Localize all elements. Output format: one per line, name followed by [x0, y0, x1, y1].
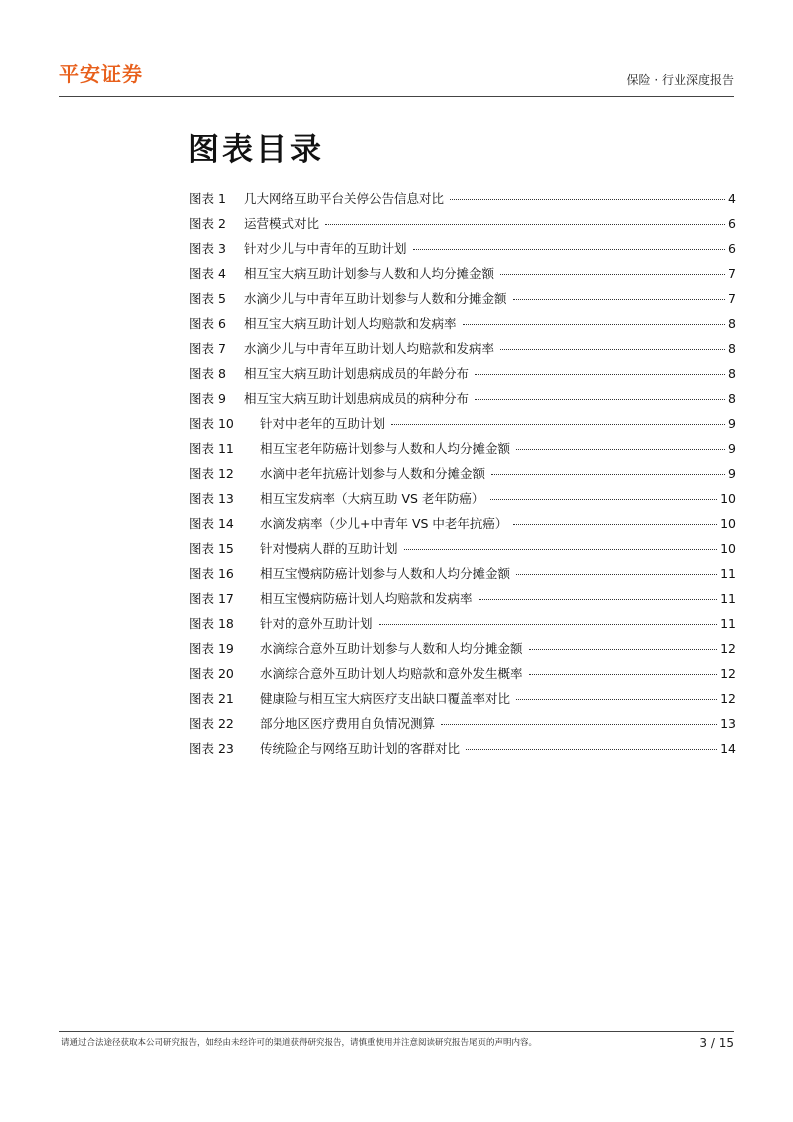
toc-entry-label: 图表 8	[189, 366, 226, 381]
toc-entry-title: 传统险企与网络互助计划的客群对比	[260, 741, 461, 756]
toc-entry-label: 图表 2	[189, 216, 226, 231]
toc-entry[interactable]	[189, 540, 736, 565]
toc-dot-leader	[516, 449, 725, 450]
toc-entry[interactable]	[189, 365, 736, 390]
toc-entry-title: 健康险与相互宝大病医疗支出缺口覆盖率对比	[260, 691, 511, 706]
toc-entry-page: 9	[728, 416, 736, 431]
toc-entry[interactable]	[189, 440, 736, 465]
toc-dot-leader	[490, 499, 717, 500]
toc-entry-title: 水滴综合意外互助计划人均赔款和意外发生概率	[260, 666, 523, 681]
toc-entry-page: 8	[728, 316, 736, 331]
toc-entry-title: 相互宝大病互助计划患病成员的年龄分布	[244, 366, 470, 381]
toc-entry-label: 图表 14	[189, 516, 234, 531]
toc-dot-leader	[466, 749, 717, 750]
toc-entry[interactable]	[189, 290, 736, 315]
toc-dot-leader	[450, 199, 725, 200]
toc-entry-label: 图表 12	[189, 466, 234, 481]
toc-entry[interactable]	[189, 565, 736, 590]
toc-dot-leader	[500, 349, 725, 350]
toc-entry-title: 水滴中老年抗癌计划参与人数和分摊金额	[260, 466, 486, 481]
toc-entry-title: 部分地区医疗费用自负情况测算	[260, 716, 436, 731]
footer-disclaimer: 请通过合法途径获取本公司研究报告，如经由未经许可的渠道获得研究报告，请慎重使用并注意阅读研究报告尾页的声明内容。	[61, 1038, 538, 1048]
toc-entry-page: 10	[720, 516, 736, 531]
toc-entry-title: 几大网络互助平台关停公告信息对比	[244, 191, 445, 206]
toc-entry-label: 图表 21	[189, 691, 234, 706]
toc-entry[interactable]	[189, 415, 736, 440]
toc-entry-page: 13	[720, 716, 736, 731]
toc-entry-title: 针对少儿与中青年的互助计划	[244, 241, 407, 256]
toc-entry-title: 相互宝慢病防癌计划参与人数和人均分摊金额	[260, 566, 511, 581]
toc-dot-leader	[325, 224, 725, 225]
company-logo: 平安证券	[59, 62, 143, 86]
toc-entry-label: 图表 6	[189, 316, 226, 331]
toc-entry-page: 6	[728, 241, 736, 256]
toc-dot-leader	[491, 474, 725, 475]
toc-entry[interactable]	[189, 390, 736, 415]
toc-entry-label: 图表 19	[189, 641, 234, 656]
toc-entry-title: 相互宝大病互助计划人均赔款和发病率	[244, 316, 457, 331]
toc-dot-leader	[516, 574, 717, 575]
toc-entry-label: 图表 16	[189, 566, 234, 581]
toc-entry-label: 图表 23	[189, 741, 234, 756]
toc-entry-page: 7	[728, 291, 736, 306]
toc-entry[interactable]	[189, 465, 736, 490]
toc-entry[interactable]	[189, 190, 736, 215]
toc-entry[interactable]	[189, 715, 736, 740]
toc-dot-leader	[475, 399, 725, 400]
toc-entry-label: 图表 22	[189, 716, 234, 731]
toc-dot-leader	[441, 724, 717, 725]
toc-entry-title: 针对的意外互助计划	[260, 616, 373, 631]
toc-entry[interactable]	[189, 340, 736, 365]
toc-entry[interactable]	[189, 515, 736, 540]
footer-divider	[59, 1031, 734, 1032]
toc-entry[interactable]	[189, 215, 736, 240]
toc-entry-label: 图表 18	[189, 616, 234, 631]
toc-entry-title: 水滴综合意外互助计划参与人数和人均分摊金额	[260, 641, 523, 656]
toc-entry[interactable]	[189, 490, 736, 515]
toc-entry-page: 4	[728, 191, 736, 206]
toc-entry-page: 8	[728, 391, 736, 406]
toc-entry[interactable]	[189, 690, 736, 715]
toc-entry-label: 图表 9	[189, 391, 226, 406]
toc-list	[189, 190, 736, 765]
toc-entry[interactable]	[189, 590, 736, 615]
toc-entry[interactable]	[189, 315, 736, 340]
toc-entry-label: 图表 10	[189, 416, 234, 431]
toc-entry[interactable]	[189, 640, 736, 665]
toc-entry-title: 水滴发病率（少儿+中青年 VS 中老年抗癌）	[260, 516, 508, 531]
toc-entry-title: 相互宝大病互助计划患病成员的病种分布	[244, 391, 470, 406]
toc-entry-label: 图表 3	[189, 241, 226, 256]
toc-entry-title: 水滴少儿与中青年互助计划参与人数和分摊金额	[244, 291, 507, 306]
toc-entry-label: 图表 7	[189, 341, 226, 356]
toc-dot-leader	[379, 624, 718, 625]
toc-entry-page: 8	[728, 366, 736, 381]
toc-dot-leader	[404, 549, 718, 550]
toc-dot-leader	[479, 599, 718, 600]
toc-entry-page: 10	[720, 491, 736, 506]
report-type-label: 保险 · 行业深度报告	[626, 73, 734, 87]
toc-entry[interactable]	[189, 240, 736, 265]
toc-dot-leader	[513, 524, 717, 525]
toc-entry-title: 相互宝老年防癌计划参与人数和人均分摊金额	[260, 441, 511, 456]
toc-entry-label: 图表 15	[189, 541, 234, 556]
toc-entry-title: 相互宝发病率（大病互助 VS 老年防癌）	[260, 491, 485, 506]
toc-dot-leader	[513, 299, 726, 300]
toc-entry-label: 图表 17	[189, 591, 234, 606]
header-divider	[59, 96, 734, 97]
toc-entry-title: 相互宝大病互助计划参与人数和人均分摊金额	[244, 266, 495, 281]
toc-dot-leader	[391, 424, 725, 425]
toc-dot-leader	[529, 674, 718, 675]
toc-entry-page: 14	[720, 741, 736, 756]
toc-title: 图表目录	[188, 132, 324, 168]
toc-entry-page: 7	[728, 266, 736, 281]
toc-entry-title: 针对慢病人群的互助计划	[260, 541, 398, 556]
toc-entry-page: 6	[728, 216, 736, 231]
toc-entry-page: 9	[728, 466, 736, 481]
toc-dot-leader	[475, 374, 725, 375]
toc-entry[interactable]	[189, 615, 736, 640]
toc-dot-leader	[516, 699, 717, 700]
toc-dot-leader	[500, 274, 725, 275]
toc-dot-leader	[413, 249, 726, 250]
toc-entry-label: 图表 20	[189, 666, 234, 681]
toc-entry-page: 11	[720, 566, 736, 581]
toc-entry-page: 11	[720, 591, 736, 606]
toc-entry-page: 12	[720, 641, 736, 656]
toc-entry-label: 图表 11	[189, 441, 234, 456]
toc-entry-page: 10	[720, 541, 736, 556]
toc-entry-page: 9	[728, 441, 736, 456]
toc-entry-title: 运营模式对比	[244, 216, 320, 231]
toc-entry-page: 12	[720, 666, 736, 681]
toc-entry[interactable]	[189, 740, 736, 765]
toc-entry-label: 图表 5	[189, 291, 226, 306]
toc-entry-label: 图表 4	[189, 266, 226, 281]
toc-entry-title: 相互宝慢病防癌计划人均赔款和发病率	[260, 591, 473, 606]
page-number: 3 / 15	[699, 1036, 734, 1050]
toc-entry[interactable]	[189, 265, 736, 290]
toc-entry-page: 8	[728, 341, 736, 356]
toc-entry-page: 11	[720, 616, 736, 631]
toc-entry-label: 图表 13	[189, 491, 234, 506]
toc-dot-leader	[529, 649, 718, 650]
toc-entry-label: 图表 1	[189, 191, 226, 206]
toc-dot-leader	[463, 324, 726, 325]
toc-entry-title: 水滴少儿与中青年互助计划人均赔款和发病率	[244, 341, 495, 356]
toc-entry-title: 针对中老年的互助计划	[260, 416, 386, 431]
toc-entry[interactable]	[189, 665, 736, 690]
toc-entry-page: 12	[720, 691, 736, 706]
